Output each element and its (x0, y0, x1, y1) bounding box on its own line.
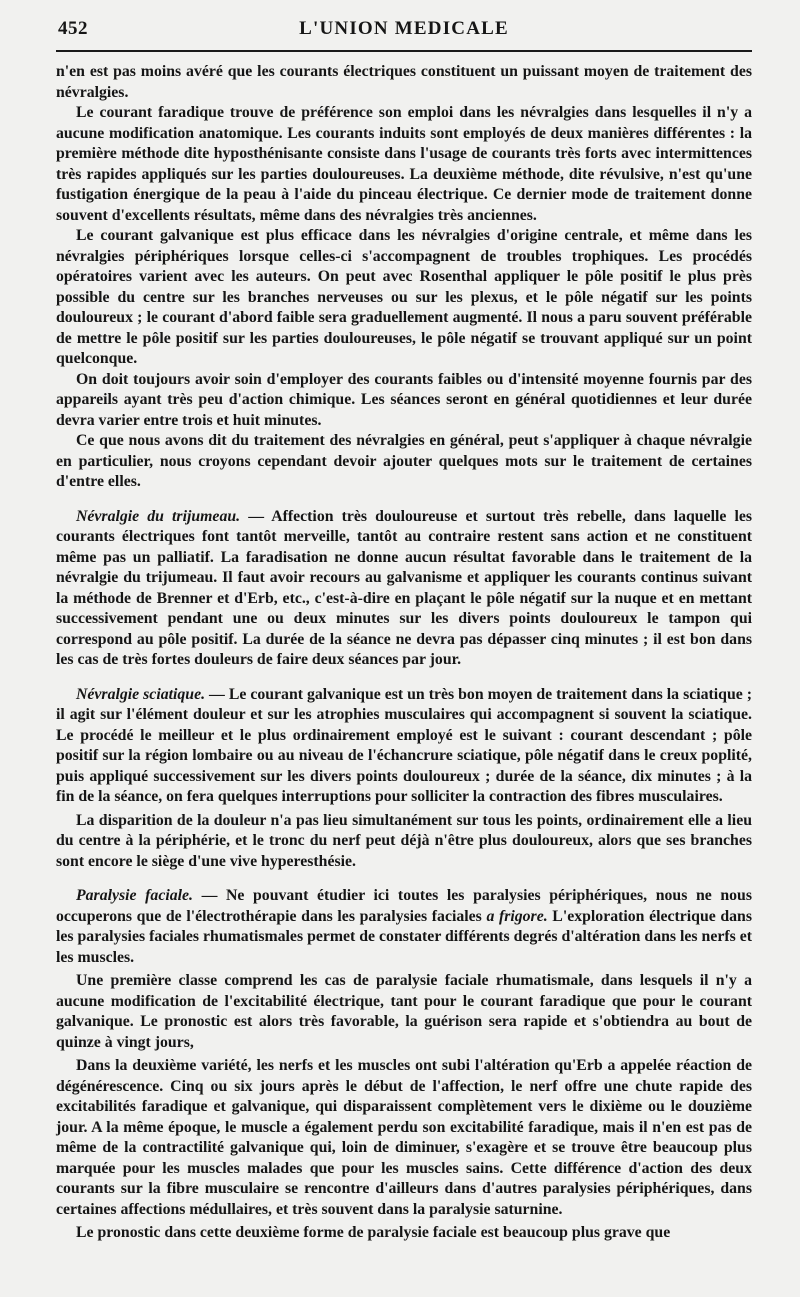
paragraph-sciatique-text: — Le courant galvanique est un très bon moyen de traitement dans la sciatique ; il agit sur l'élément douleur et sur les atrophies musculaires qui accompagnent si souvent la sciatique. Le procédé le meilleur et le plus ordinairement employé est le suivant : courant descendant ; pôle positif sur la région lombaire ou au niveau de l'échancrure sciatique, pôle négatif dans le creux poplité, puis appliqué successivement sur les divers points douloureux ; durée de la séance, dix minutes ; à la fin de la séance, on fera quelques interruptions pour solliciter la contraction des fibres musculaires. (56, 685, 752, 805)
section-heading-paralysie-faciale: Paralysie faciale. (76, 887, 193, 904)
running-head (56, 14, 752, 48)
paragraph-paralysie-italic: a frigore. (486, 907, 548, 925)
paragraph-faradic-current: Le courant faradique trouve de préférence son emploi dans les névralgies dans lesquelles il n'y a aucune modification anatomique. Les courants induits sont employés de deux manières différentes : la première méthode dite hyposthénisante consiste dans l'usage de courants très forts avec intermittences très rapides appliqués sur les parties douloureuses. La deuxième méthode, dite révulsive, n'est qu'une fustigation énergique de la peau à l'aide du pinceau électrique. Ce dernier mode de traitement donne souvent d'excellents résultats, même dans des névralgies très anciennes. (56, 104, 752, 224)
paragraph-paralysie-faciale (56, 886, 752, 968)
paragraph-first-class: Une première classe comprend les cas de paralysie faciale rhumatismale, dans lesquels il n'y a aucune modification de l'excitabilité électrique, tant pour le courant faradique que pour le courant galvanique. Le pronostic est alors très favorable, la guérison sera rapide et s'obtiendra au bout de quinze à vingt jours, (56, 972, 752, 1051)
paragraph-sciatique (56, 685, 752, 808)
paragraph-pain-disappearance: La disparition de la douleur n'a pas lieu simultanément sur tous les points, ordinairement elle a lieu du centre à la périphérie, et le tronc du nerf peut déjà n'être plus douloureux, alors que ses branches sont encore le siège d'une vive hyperesthésie. (56, 811, 752, 870)
paragraph-continued: n'en est pas moins avéré que les courants électriques constituent un puissant moyen de traitement des névralgies. (56, 63, 752, 101)
paragraph-second-variety: Dans la deuxième variété, les nerfs et les muscles ont subi l'altération qu'Erb a appelée réaction de dégénérescence. Cinq ou six jours après le début de l'affection, le nerf offre une chute rapide des excitabilités faradique et galvanique, qui disparaissent complètement vers le dixième ou le douzième jour. A la même époque, le muscle a également perdu son excitabilité faradique, mais il n'en est pas de même de la contractilité galvanique qui, loin de diminuer, s'exagère et se trouve être beaucoup plus marquée pour les muscles malades que pour les muscles sains. Cette différence d'action des deux courants sur la fibre musculaire se rencontre d'ailleurs dans d'autres paralysies périphériques, dans certaines affections médullaires, et très souvent dans la paralysie saturnine. (56, 1057, 752, 1218)
paragraph-paralysie-text-b: L'exploration électrique dans les paralysies faciales rhumatismales permet de constater différents degrés d'altération dans les nerfs et les muscles. (56, 907, 752, 966)
paragraph-prognosis: Le pronostic dans cette deuxième forme de paralysie faciale est beaucoup plus grave que (76, 1224, 671, 1241)
paragraph-galvanic-current: Le courant galvanique est plus efficace dans les névralgies d'origine centrale, et même dans les névralgies périphériques lorsque celles-ci s'accompagnent de troubles trophiques. Les procédés opératoires varient avec les auteurs. On peut avec Rosenthal appliquer le pôle positif le plus près possible du centre sur les branches nerveuses ou sur les plexus, et le pôle négatif sur les points douloureux ; le courant d'abord faible sera graduellement augmenté. Il nous a paru souvent préférable de mettre le pôle positif sur les parties douloureuses, le pôle négatif se trouvant appliqué sur un point quelconque. (56, 227, 752, 367)
section-heading-sciatique: Névralgie sciatique. (76, 685, 206, 703)
journal-title: L'UNION MEDICALE (299, 18, 509, 39)
paragraph-paralysie-text-a: — Ne pouvant étudier ici toutes les paralysies périphériques, nous ne nous occuperons que de l'électrothérapie dans les paralysies faciales (56, 887, 752, 925)
paragraph-trijumeau (56, 507, 752, 671)
paragraph-trijumeau-text: — Affection très douloureuse et surtout très rebelle, dans laquelle les courants électriques font tantôt merveille, tantôt au contraire restent sans action et ne constituent même pas un palliatif. La faradisation ne donne aucun résultat favorable dans le traitement de la névralgie du trijumeau. Il faut avoir recours au galvanisme et appliquer les courants continus suivant la méthode de Brenner et d'Erb, etc., c'est-à-dire en plaçant le pôle négatif sur la nuque et en mettant successivement pendant une ou deux minutes sur les divers points douloureux le tampon qui correspond au pôle positif. La durée de la séance ne devra pas dépasser cinq minutes ; il est bon dans les cas de très fortes douleurs de faire deux séances par jour. (56, 507, 753, 668)
section-heading-trijumeau: Névralgie du trijumeau. (76, 507, 241, 525)
header-rule (56, 50, 752, 52)
paragraph-weak-currents: On doit toujours avoir soin d'employer des courants faibles ou d'intensité moyenne fournis par des appareils ayant très peu d'action chimique. Les séances seront en général quotidiennes et leur durée devra varier entre trois et huit minutes. (56, 370, 752, 429)
page-number: 452 (58, 18, 88, 39)
article-body (56, 62, 752, 1244)
paragraph-general-treatment: Ce que nous avons dit du traitement des névralgies en général, peut s'appliquer à chaque névralgie en particulier, nous croyons cependant devoir ajouter quelques mots sur le traitement de certaines d'entre elles. (56, 432, 752, 490)
